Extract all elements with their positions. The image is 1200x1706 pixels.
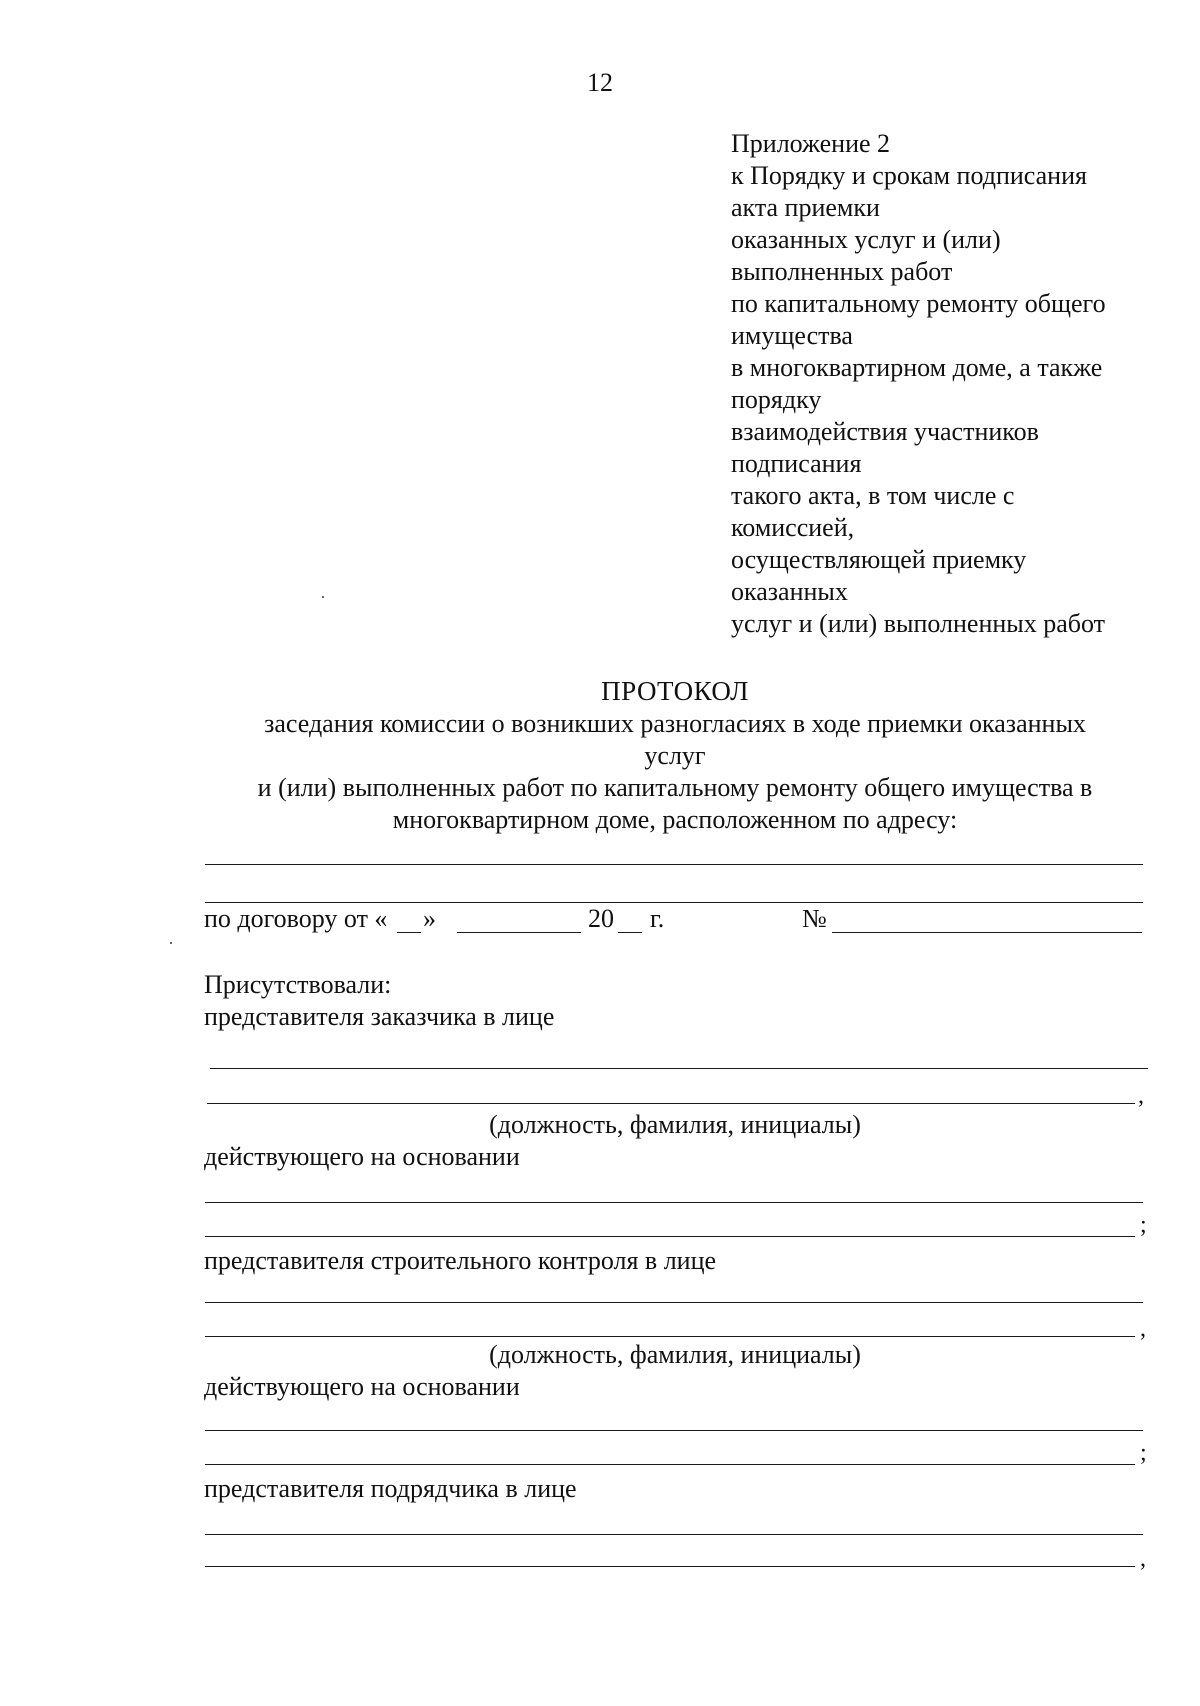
comma: , xyxy=(1138,1083,1144,1109)
protocol-title: ПРОТОКОЛ xyxy=(601,676,749,706)
contract-year-field[interactable] xyxy=(618,904,642,933)
appendix-line: выполненных работ xyxy=(731,257,953,286)
comma: , xyxy=(1140,1316,1146,1342)
address-blank-line[interactable] xyxy=(205,864,1143,865)
construction-blank-line[interactable] xyxy=(205,1336,1135,1337)
basis-blank-line[interactable] xyxy=(205,1202,1143,1203)
appendix-line: подписания xyxy=(731,449,862,478)
basis-blank-line[interactable] xyxy=(205,1464,1135,1465)
appendix-line: взаимодействия участников xyxy=(731,417,1039,446)
page-number: 12 xyxy=(587,68,613,97)
construction-blank-line[interactable] xyxy=(205,1302,1143,1303)
position-caption: (должность, фамилия, инициалы) xyxy=(489,1110,861,1139)
contract-number-field[interactable] xyxy=(832,904,1142,933)
customer-label: представителя заказчика в лице xyxy=(204,1002,555,1031)
appendix-line: Приложение 2 xyxy=(731,129,891,158)
subtitle-line: многоквартирном доме, расположенном по адресу: xyxy=(392,805,958,834)
appendix-line: оказанных услуг и (или) xyxy=(731,225,1001,254)
semicolon: ; xyxy=(1140,1212,1147,1238)
construction-control-label: представителя строительного контроля в лице xyxy=(204,1246,717,1275)
basis-label: действующего на основании xyxy=(204,1142,520,1171)
contract-line xyxy=(204,904,1144,940)
subtitle-line: заседания комиссии о возникших разногласиях в ходе приемки оказанных xyxy=(264,709,1086,738)
appendix-line: имущества xyxy=(731,321,853,350)
appendix-line: акта приемки xyxy=(731,193,880,222)
position-caption: (должность, фамилия, инициалы) xyxy=(489,1340,861,1369)
contract-number-label: № xyxy=(802,904,827,933)
attendance-heading: Присутствовали: xyxy=(204,970,392,999)
protocol-subtitle xyxy=(200,708,1150,836)
address-blank-line[interactable] xyxy=(205,902,1143,903)
appendix-line: такого акта, в том числе с xyxy=(731,481,1015,510)
subtitle-line: услуг xyxy=(644,741,706,770)
contractor-blank-line[interactable] xyxy=(205,1534,1143,1535)
contract-prefix: по договору от « xyxy=(204,904,388,933)
semicolon: ; xyxy=(1140,1440,1147,1466)
appendix-line: осуществляющей приемку xyxy=(731,545,1027,574)
contract-month-field[interactable] xyxy=(457,904,581,933)
basis-blank-line[interactable] xyxy=(205,1236,1135,1237)
basis-label: действующего на основании xyxy=(204,1372,520,1401)
customer-blank-line[interactable] xyxy=(207,1103,1135,1104)
contract-year-prefix: 20 xyxy=(588,904,614,933)
contractor-blank-line[interactable] xyxy=(205,1566,1135,1567)
subtitle-line: и (или) выполненных работ по капитальному ремонту общего имущества в xyxy=(257,773,1093,802)
appendix-line: по капитальному ремонту общего xyxy=(731,289,1106,318)
contract-close-quote: » xyxy=(423,904,436,933)
basis-blank-line[interactable] xyxy=(205,1430,1143,1431)
customer-blank-line[interactable] xyxy=(210,1068,1148,1069)
contract-day-field[interactable] xyxy=(397,904,421,933)
appendix-line: в многоквартирном доме, а также xyxy=(731,353,1103,382)
appendix-line: оказанных xyxy=(731,577,848,606)
scan-speck xyxy=(322,596,324,598)
scan-speck xyxy=(170,942,172,944)
appendix-line: к Порядку и срокам подписания xyxy=(731,161,1087,190)
appendix-block xyxy=(731,128,1171,640)
appendix-line: комиссией, xyxy=(731,513,855,542)
comma: , xyxy=(1140,1546,1146,1572)
contract-year-suffix: г. xyxy=(650,904,665,933)
appendix-line: порядку xyxy=(731,385,822,414)
appendix-line: услуг и (или) выполненных работ xyxy=(731,609,1106,638)
contractor-label: представителя подрядчика в лице xyxy=(204,1474,577,1503)
